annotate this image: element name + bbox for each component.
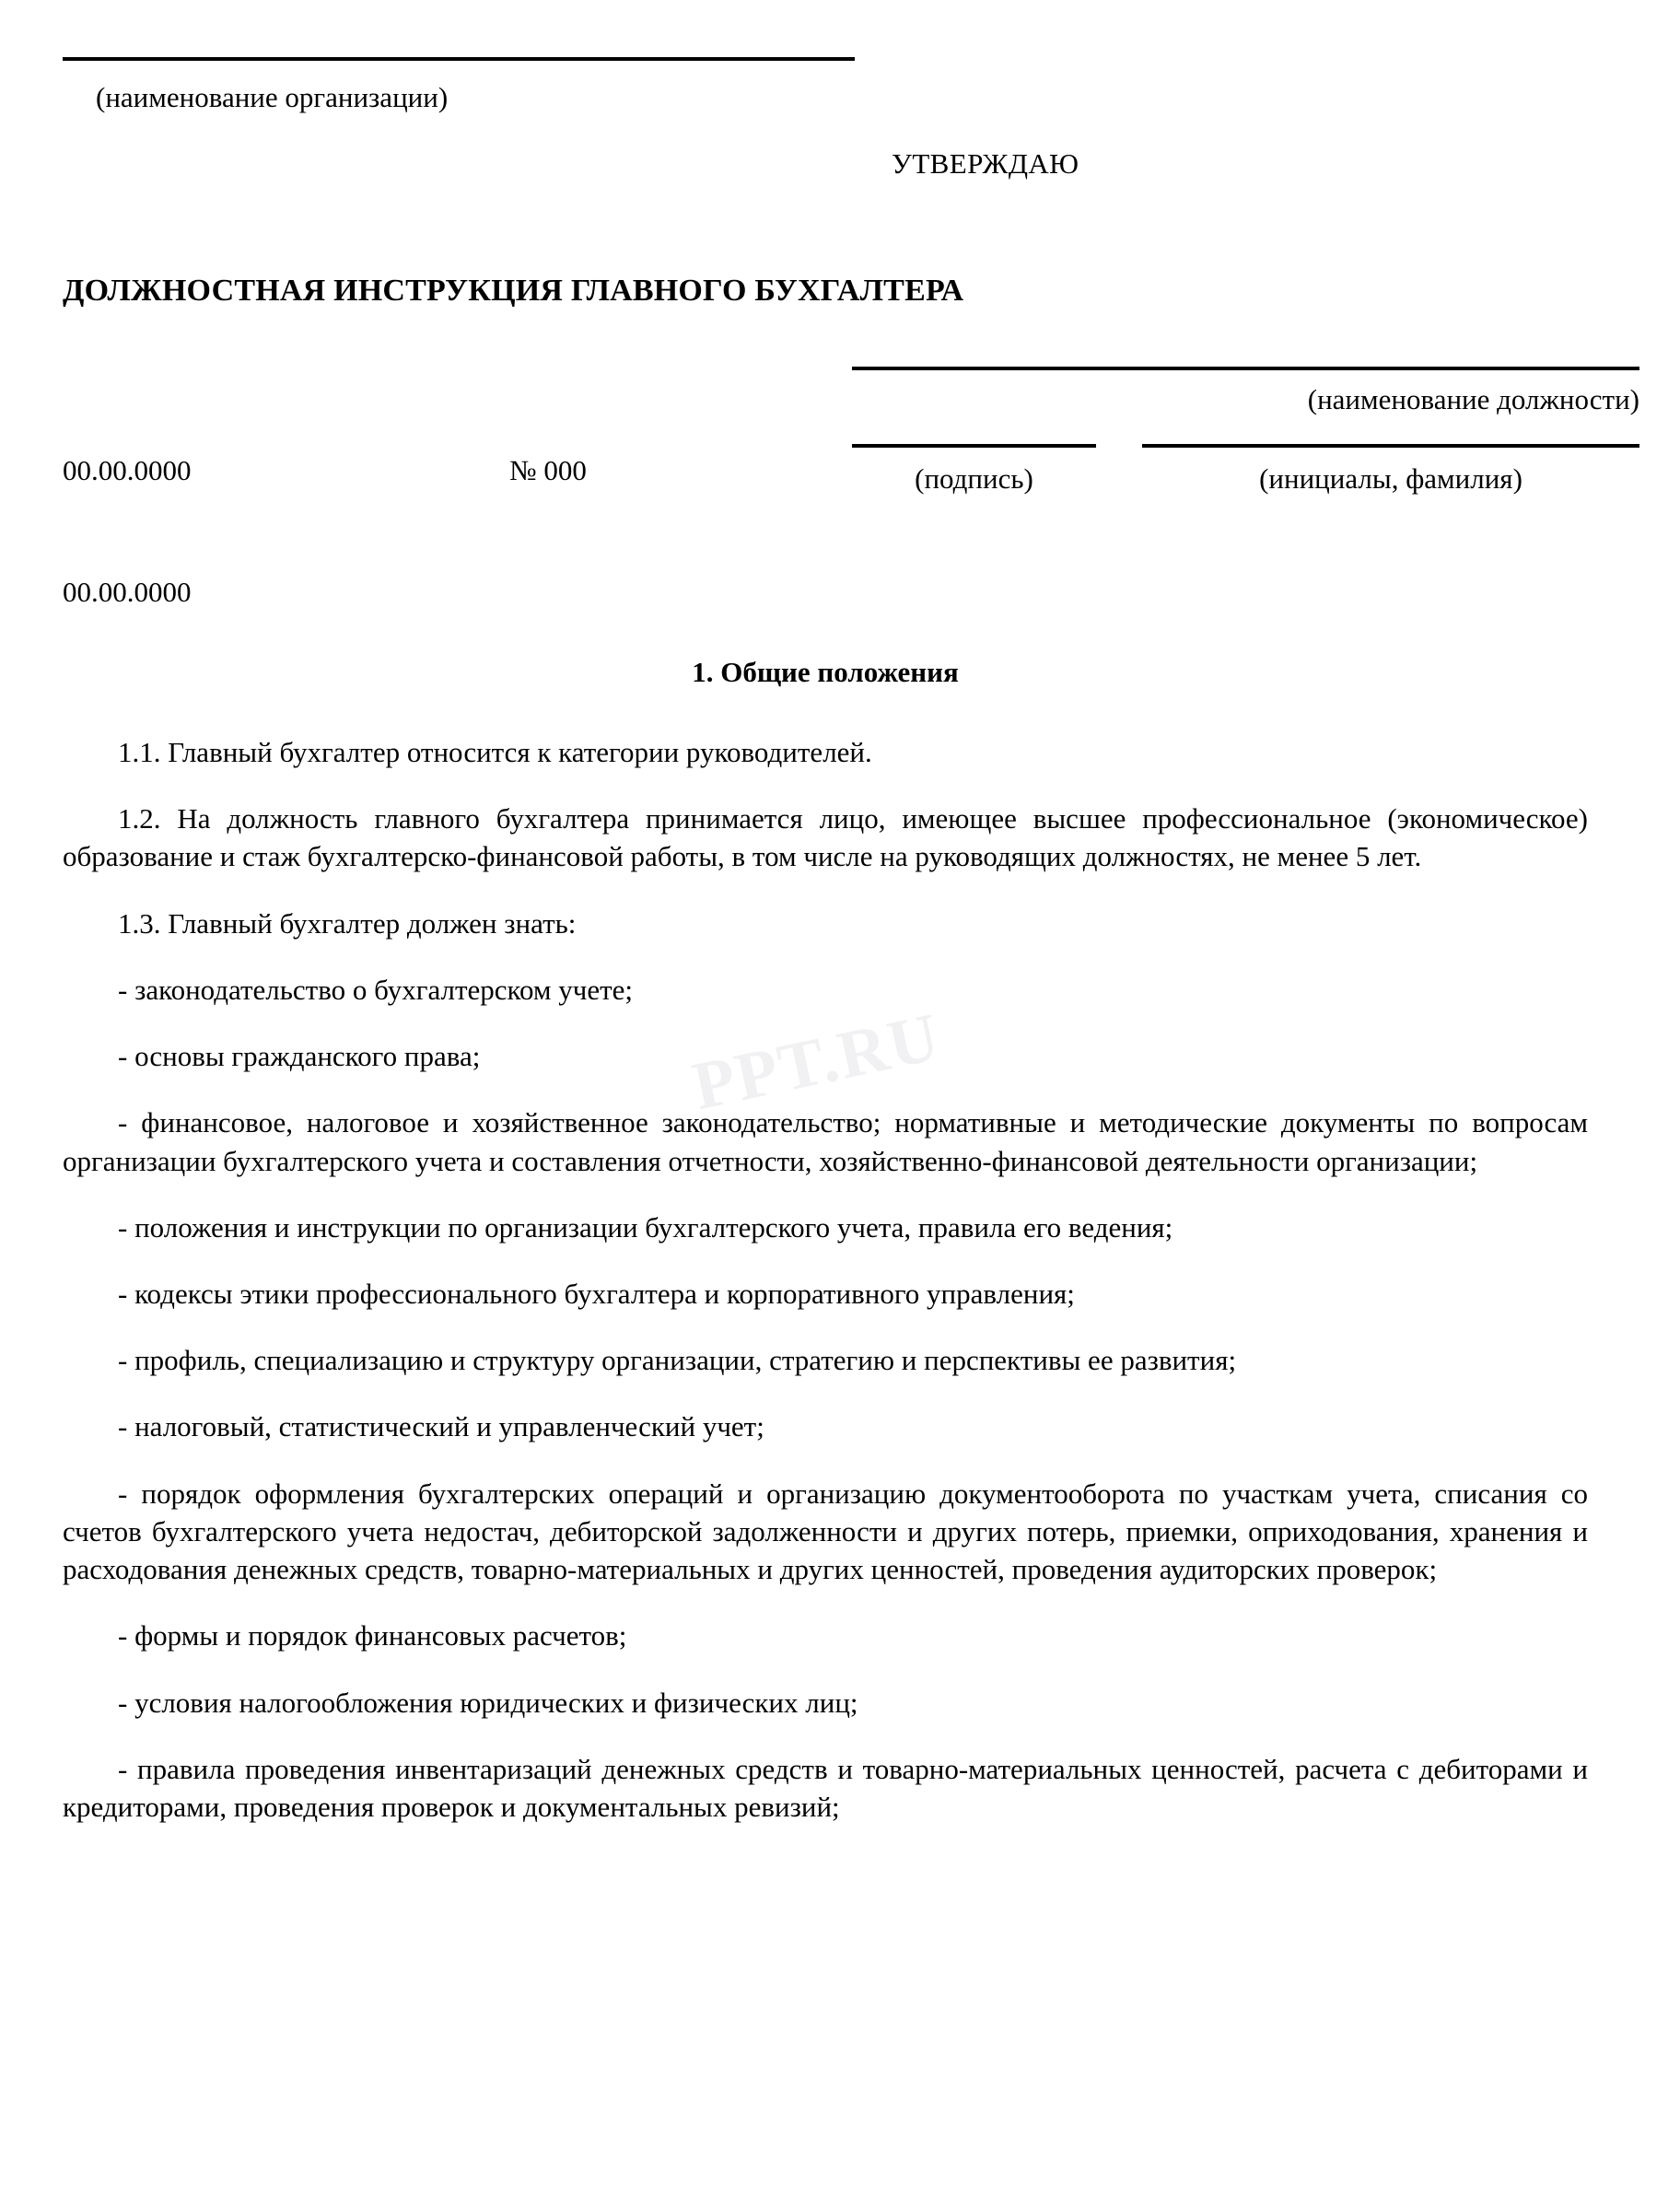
list-item: - порядок оформления бухгалтерских операций и организацию документооборота по участкам учета, списания со счетов бухгалтерского учета недостач, дебиторской задолженности и других потерь, приемки, оприходования, хранения и расходования денежных средств, товарно-материальных и других ценностей, проведения аудиторских проверок;: [63, 1477, 1588, 1586]
list-item: - основы гражданского права;: [118, 1040, 481, 1073]
document-number: № 000: [509, 454, 587, 486]
signature-column: [852, 444, 1096, 496]
document-date-bottom: 00.00.0000: [63, 576, 192, 608]
page-title: ДОЛЖНОСТНАЯ ИНСТРУКЦИЯ ГЛАВНОГО БУХГАЛТЕРА: [63, 274, 964, 308]
position-caption: (наименование должности): [1307, 383, 1639, 415]
signature-row: [852, 444, 1639, 496]
list-item: - кодексы этики профессионального бухгалтера и корпоративного управления;: [118, 1277, 1075, 1310]
list-item: - налоговый, статистический и управленческий учет;: [118, 1410, 764, 1443]
organization-block: [63, 57, 855, 116]
document-body: [63, 656, 1588, 1826]
signature-caption: (подпись): [915, 462, 1033, 495]
approval-label: УТВЕРЖДАЮ: [892, 147, 1079, 180]
name-rule: [1142, 444, 1639, 448]
watermark-text: PPT.RU: [686, 998, 947, 1126]
organization-name-caption: (наименование организации): [96, 81, 449, 113]
list-item: - положения и инструкции по организации бухгалтерского учета, правила его ведения;: [118, 1210, 1173, 1244]
paragraph: 1.3. Главный бухгалтер должен знать:: [118, 906, 577, 940]
section-heading: 1. Общие положения: [692, 656, 959, 688]
signature-block: [852, 367, 1639, 496]
list-item: - законодательство о бухгалтерском учете;: [118, 973, 634, 1006]
list-item: - правила проведения инвентаризаций денежных средств и товарно-материальных ценностей, расчета с дебиторами и кредиторами, проведения проверок и документальных ревизий;: [63, 1752, 1588, 1823]
list-item: - формы и порядок финансовых расчетов;: [118, 1619, 627, 1652]
list-item: - финансовое, налоговое и хозяйственное законодательство; нормативные и методические документы по вопросам организации бухгалтерского учета и составления отчетности, хозяйственно-финансовой деятельности организации;: [63, 1106, 1588, 1177]
paragraph: 1.2. На должность главного бухгалтера принимается лицо, имеющее высшее профессиональное (экономическое) образование и стаж бухгалтерско-финансовой работы, в том числе на руководящих должностях, не менее 5 лет.: [63, 802, 1588, 873]
list-item: - условия налогообложения юридических и физических лиц;: [118, 1686, 858, 1719]
organization-name-rule: [63, 57, 855, 61]
list-item: - профиль, специализацию и структуру организации, стратегию и перспективы ее развития;: [118, 1344, 1237, 1377]
name-caption: (инициалы, фамилия): [1259, 462, 1522, 495]
document-date-top: 00.00.0000: [63, 454, 192, 486]
position-rule: [852, 367, 1639, 370]
name-column: [1142, 444, 1639, 496]
paragraph: 1.1. Главный бухгалтер относится к категории руководителей.: [118, 736, 872, 768]
signature-rule: [852, 444, 1096, 448]
